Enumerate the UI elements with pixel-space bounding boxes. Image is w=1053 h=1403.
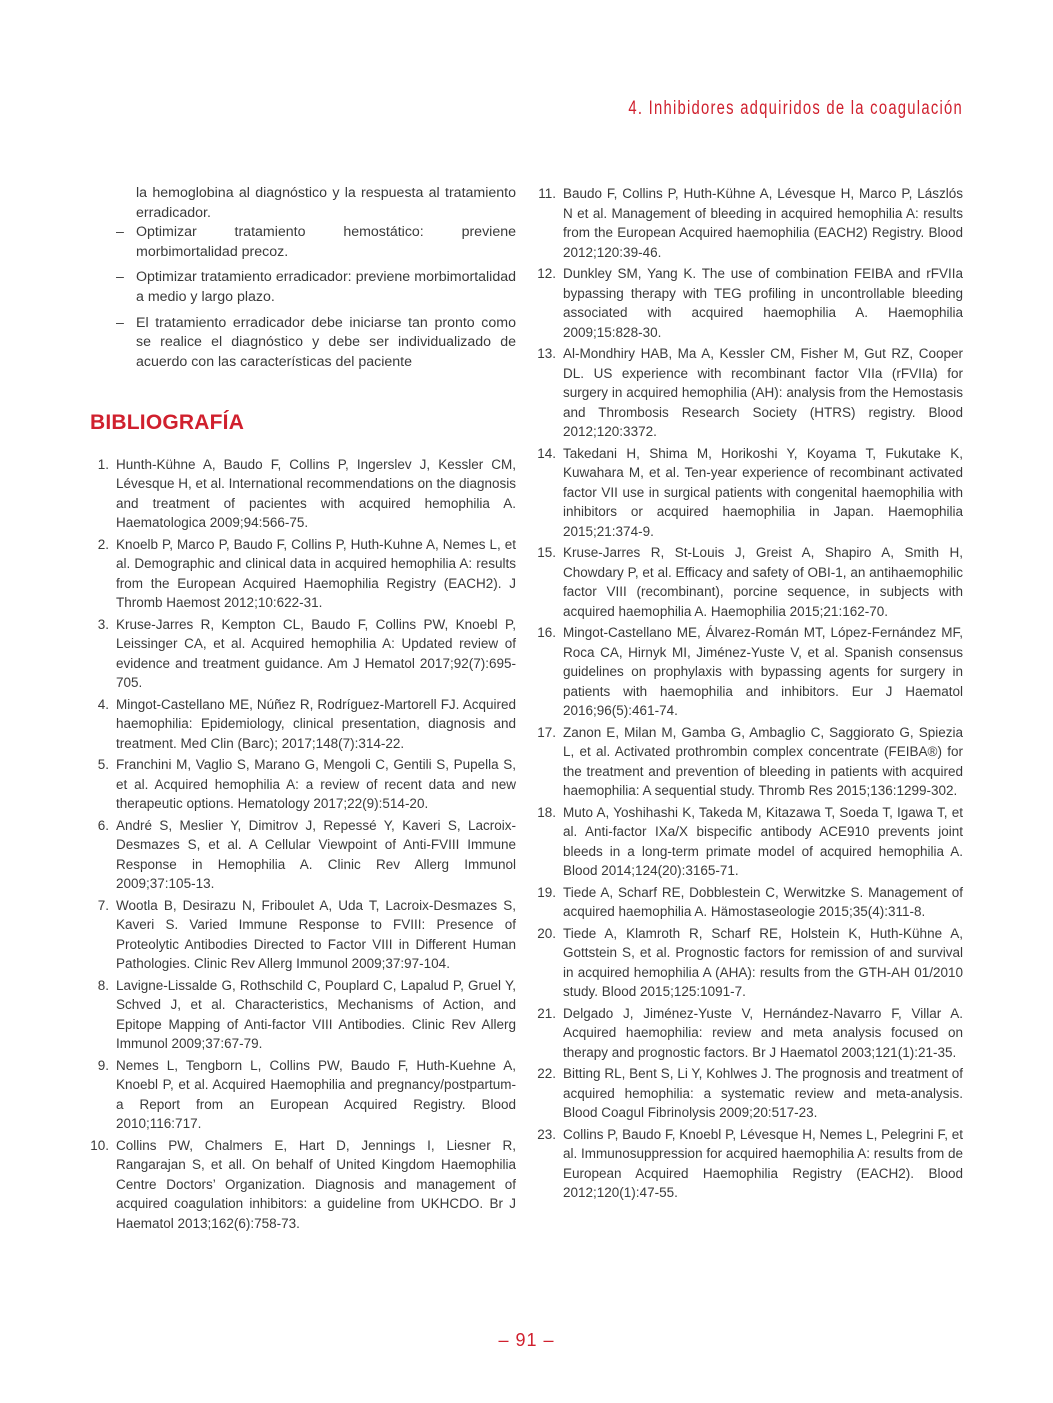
reference-number: 23.	[537, 1126, 556, 1142]
reference-text: Delgado J, Jiménez-Yuste V, Hernández-Navarro F, Villar A. Acquired haemophilia: review and meta analysis focused on therapy and prognostic factors. Br J Haematol 2003;121(1):21-35.	[563, 1005, 963, 1060]
reference-text: Takedani H, Shima M, Horikoshi Y, Koyama T, Fukutake K, Kuwahara M, et al. Ten-year experience of recombinant activated factor VII use in surgical patients with congenital haemophilia with inhibitors or acquired haemophilia in Japan. Haemophilia 2015;21:374-9.	[563, 445, 963, 539]
reference-item	[90, 755, 516, 814]
reference-item	[90, 1056, 516, 1134]
reference-number: 11.	[538, 186, 556, 201]
reference-text: Wootla B, Desirazu N, Friboulet A, Uda T, Lacroix-Desmazes S, Kaveri S. Varied Immune Response to FVIII: Presence of Proteolytic Antibodies Directed to Factor VIII in Different Human Pathologies. Clinic Rev Allerg Immunol 2009;37:97-104.	[116, 897, 516, 972]
reference-number: 22.	[537, 1066, 556, 1081]
reference-number: 18.	[537, 804, 556, 820]
running-header: 4. Inhibidores adquiridos de la coagulación	[628, 98, 963, 119]
reference-text: Mingot-Castellano ME, Núñez R, Rodríguez-Martorell FJ. Acquired haemophilia: Epidemiology, clinical presentation, diagnosis and treatment. Med Clin (Barc); 2017;148(7):314-22.	[116, 696, 516, 751]
reference-number: 12.	[537, 266, 556, 281]
reference-text: Hunth-Kühne A, Baudo F, Collins P, Ingerslev J, Kessler CM, Lévesque H, et al. International recommendations on the diagnosis and treatment of pacientes with acquired hemophilia A. Haematologica 2009;94:566-75.	[116, 456, 516, 531]
bullet-item	[90, 268, 516, 307]
bibliography-title: BIBLIOGRAFÍA	[90, 411, 245, 435]
reference-number: 3.	[97, 616, 109, 632]
reference-text: Baudo F, Collins P, Huth-Kühne A, Lévesque H, Marco P, Lászlós N et al. Management of bleeding in acquired hemophilia A: results from the European Acquired haemophilia (EACH2) Registry. Blood 2012;120:39-46.	[563, 186, 963, 260]
reference-number: 14.	[537, 445, 556, 461]
reference-item	[536, 1125, 963, 1203]
reference-number: 13.	[537, 346, 556, 361]
reference-text: Lavigne-Lissalde G, Rothschild C, Pouplard C, Lapalud P, Gruel Y, Schved J, et al. Characteristics, Mechanisms of Action, and Epitope Mapping of Anti-factor VIII Antibodies. Clinic Rev Allerg Immunol 2009;37:67-79.	[116, 977, 516, 1052]
page-number: – 91 –	[498, 1330, 555, 1350]
reference-item	[90, 695, 516, 754]
reference-text: Franchini M, Vaglio S, Marano G, Mengoli C, Gentili S, Pupella S, et al. Acquired hemophilia A: a review of recent data and new therapeutic options. Hematology 2017;22(9):514-20.	[116, 757, 516, 812]
reference-item	[536, 184, 963, 262]
reference-text: Zanon E, Milan M, Gamba G, Ambaglio C, Saggiorato G, Spiezia L, et al. Activated prothrombin complex concentrate (FEIBA®) for the treatment and prevention of bleeding in patients with acquired haemophilia: A sequential study. Thromb Res 2015;136:1299-302.	[563, 724, 963, 798]
continuation-text: la hemoglobina al diagnóstico y la respuesta al tratamiento erradicador.	[136, 185, 516, 221]
reference-item	[536, 344, 963, 442]
reference-number: 9.	[97, 1057, 109, 1073]
reference-text: Bitting RL, Bent S, Li Y, Kohlwes J. The prognosis and treatment of acquired hemophilia: a systematic review and meta-analysis. Blood Coagul Fibrinolysis 2009;20:517-23.	[563, 1066, 963, 1120]
reference-item	[536, 623, 963, 721]
bullet-text: El tratamiento erradicador debe iniciarse tan pronto como se realice el diagnóstico y debe ser individualizado de acuerdo con las características del paciente	[136, 314, 516, 370]
reference-item	[536, 803, 963, 881]
dash-marker: –	[116, 269, 124, 286]
dash-marker: –	[116, 314, 124, 331]
reference-item	[536, 444, 963, 542]
reference-number: 15.	[537, 545, 556, 560]
reference-text: Tiede A, Scharf RE, Dobblestein C, Werwitzke S. Management of acquired haemophilia A. Hämostaseologie 2015;35(4):311-8.	[563, 884, 963, 919]
reference-text: Nemes L, Tengborn L, Collins PW, Baudo F, Huth-Kuehne A, Knoebl P, et al. Acquired Haemophilia and pregnancy/postpartum- a Report from an European Acquired Registry. Blood 2010;116:717.	[116, 1057, 516, 1132]
reference-number: 4.	[97, 696, 109, 712]
reference-number: 1.	[97, 456, 109, 472]
reference-text: Tiede A, Klamroth R, Scharf RE, Holstein K, Huth-Kühne A, Gottstein S, et al. Prognostic factors for remission of and survival in acquired hemophilia A (AHA): results from the GTH-AH 01/2010 study. Blood 2015;125:1091-7.	[563, 925, 963, 999]
reference-item	[536, 264, 963, 342]
reference-item	[90, 1136, 516, 1234]
bullet-item	[90, 314, 516, 373]
reference-item	[536, 723, 963, 801]
reference-item	[90, 455, 516, 533]
reference-number: 6.	[97, 817, 109, 833]
reference-item	[536, 883, 963, 922]
reference-text: Mingot-Castellano ME, Álvarez-Román MT, López-Fernández MF, Roca CA, Hirnyk MI, Jiménez-Yuste V, et al. Spanish consensus guidelines on prophylaxis with bypassing agents for surgery in patients with haemophilia and inhibitors. Eur J Haematol 2016;96(5):461-74.	[563, 625, 963, 718]
reference-text: Muto A, Yoshihashi K, Takeda M, Kitazawa T, Soeda T, Igawa T, et al. Anti-factor IXa/X bispecific antibody ACE910 prevents joint bleeds in a long-term primate model of acquired hemophilia A. Blood 2014;124(20):3165-71.	[563, 804, 963, 878]
reference-number: 20.	[537, 925, 556, 941]
reference-text: Kruse-Jarres R, Kempton CL, Baudo F, Collins PW, Knoebl P, Leissinger CA, et al. Acquired hemophilia A: Updated review of evidence and treatment guidance. Am J Hematol 2017;92(7):695-705.	[116, 616, 516, 691]
reference-number: 19.	[537, 884, 556, 900]
reference-text: André S, Meslier Y, Dimitrov J, Repessé Y, Kaveri S, Lacroix-Desmazes S, et al. A Cellular Viewpoint of Anti-FVIII Immune Response in Hemophilia A. Clinic Rev Allerg Immunol 2009;37:105-13.	[116, 817, 516, 892]
bullet-item	[90, 223, 516, 262]
reference-number: 8.	[97, 977, 109, 993]
reference-number: 10.	[90, 1137, 109, 1153]
reference-item	[90, 816, 516, 894]
dash-marker: –	[116, 224, 124, 241]
reference-item	[90, 976, 516, 1054]
reference-item	[536, 543, 963, 621]
reference-text: Al-Mondhiry HAB, Ma A, Kessler CM, Fisher M, Gut RZ, Cooper DL. US experience with recombinant factor VIIa (rFVIIa) for surgery in acquired hemophilia (AH): analysis from the Hemostasis and Thrombosis Research Society (HTRS) registry. Blood 2012;120:3372.	[563, 346, 963, 439]
reference-item	[90, 535, 516, 613]
reference-item	[536, 1004, 963, 1063]
bullet-text: Optimizar tratamiento hemostático: previene morbimortalidad precoz.	[136, 224, 516, 260]
reference-number: 5.	[97, 757, 109, 773]
bullet-list	[90, 223, 516, 372]
reference-list-right	[536, 184, 963, 1203]
reference-number: 16.	[537, 625, 556, 640]
reference-item	[90, 896, 516, 974]
bullet-text: Optimizar tratamiento erradicador: previene morbimortalidad a medio y largo plazo.	[136, 269, 516, 305]
reference-text: Collins PW, Chalmers E, Hart D, Jennings I, Liesner R, Rangarajan S, et all. On behalf of United Kingdom Haemophilia Centre Doctors’ Organization. Diagnosis and management of acquired coagulation inhibitors: a guideline from UKHCDO. Br J Haematol 2013;162(6):758-73.	[116, 1137, 516, 1231]
reference-number: 17.	[537, 724, 556, 740]
reference-text: Collins P, Baudo F, Knoebl P, Lévesque H, Nemes L, Pelegrini F, et al. Immunosuppression for acquired haemophilia A: results from de European Acquired Haemophilia Registry (EACH2). Blood 2012;120(1):47-55.	[563, 1126, 963, 1200]
right-column	[536, 184, 963, 1205]
reference-number: 2.	[97, 536, 109, 552]
reference-item	[90, 615, 516, 693]
reference-list-left	[90, 455, 516, 1234]
left-column	[90, 184, 516, 1235]
reference-number: 21.	[537, 1005, 556, 1021]
reference-number: 7.	[97, 897, 109, 913]
reference-text: Dunkley SM, Yang K. The use of combination FEIBA and rFVIIa bypassing therapy with TEG profiling in uncontrollable bleeding associated with acquired haemophilia A. Haemophilia 2009;15:828-30.	[563, 266, 963, 340]
reference-text: Knoelb P, Marco P, Baudo F, Collins P, Huth-Kuhne A, Nemes L, et al. Demographic and clinical data in acquired hemophilia A: results from the European Acquired Haemophilia Registry (EACH2). J Thromb Haemost 2012;10:622-31.	[116, 536, 516, 611]
reference-text: Kruse-Jarres R, St-Louis J, Greist A, Shapiro A, Smith H, Chowdary P, et al. Efficacy and safety of OBI-1, an antihaemophilic factor VIII (recombinant), porcine sequence, in subjects with acquired haemophilia A. Haemophilia 2015;21:162-70.	[563, 545, 963, 619]
reference-item	[536, 924, 963, 1002]
reference-item	[536, 1064, 963, 1123]
